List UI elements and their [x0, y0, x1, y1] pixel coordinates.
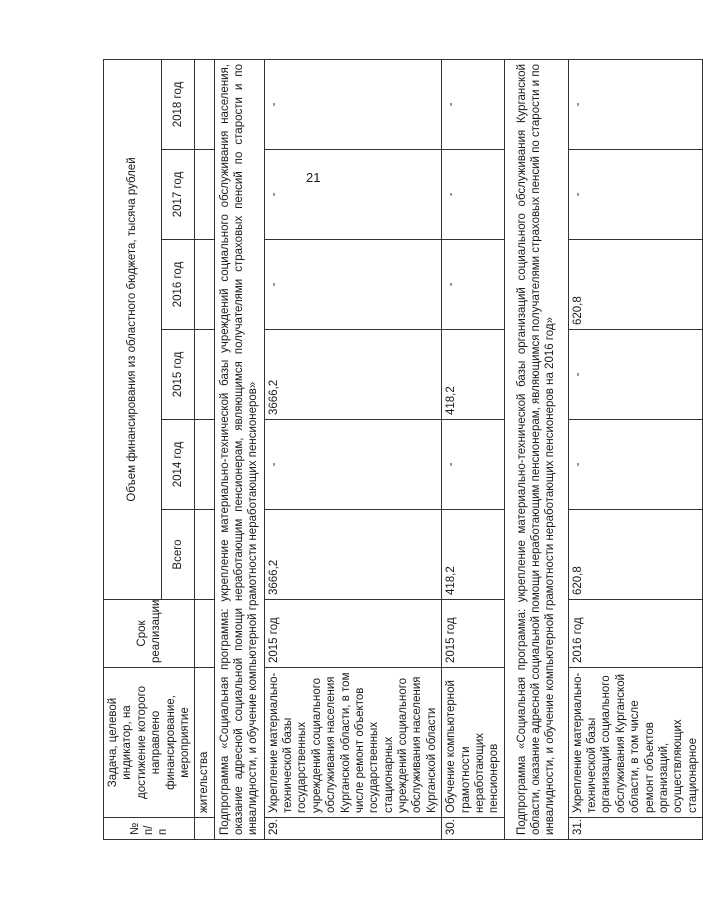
row-31-2017: - — [568, 150, 702, 240]
table-row — [195, 59, 214, 839]
table-row — [568, 59, 702, 839]
table-row — [264, 59, 442, 839]
continuation-task: жительства — [195, 668, 214, 818]
row-29-2016: - — [264, 240, 442, 330]
row-29-num: 29. — [264, 818, 442, 840]
row-31-term: 2016 год — [568, 600, 702, 668]
header-year-2014: 2014 год — [162, 420, 195, 510]
header-year-total: Всего — [162, 510, 195, 600]
funding-table — [103, 59, 703, 840]
row-31-2016: 620,8 — [568, 240, 702, 330]
row-30-task: Обучение компьютерной грамотности неработающих пенсионеров — [442, 668, 505, 818]
header-term: Срок реализации — [104, 600, 195, 668]
header-year-2017: 2017 год — [162, 150, 195, 240]
row-30-2017: - — [442, 150, 505, 240]
row-31-total: 620,8 — [568, 510, 702, 600]
page-number: 21 — [306, 170, 321, 185]
row-29-2018: - — [264, 59, 442, 149]
row-29-2015: 3666,2 — [264, 330, 442, 420]
header-funding: Объем финансирования из областного бюджета, тысяча рублей — [104, 59, 162, 599]
header-task: Задача, целевой индикатор, на достижение которого направлено финансирование, мероприятие — [104, 668, 195, 818]
row-29-total: 3666,2 — [264, 510, 442, 600]
row-31-task: Укрепление материально-технической базы организаций социального обслуживания Курганской области, в том числе ремонт объектов организаций, осуществляющих стационарное — [568, 668, 702, 818]
row-30-num: 30. — [442, 818, 505, 840]
row-30-2015: 418,2 — [442, 330, 505, 420]
row-30-2018: - — [442, 59, 505, 149]
row-29-term: 2015 год — [264, 600, 442, 668]
row-30-total: 418,2 — [442, 510, 505, 600]
row-30-term: 2015 год — [442, 600, 505, 668]
row-31-2015: - — [568, 330, 702, 420]
row-30-2016: - — [442, 240, 505, 330]
header-year-2016: 2016 год — [162, 240, 195, 330]
row-29-2014: - — [264, 420, 442, 510]
row-29-2017: - — [264, 150, 442, 240]
header-num: № п/п — [104, 818, 195, 840]
row-29-task: Укрепление материально-технической базы государственных учреждений социального обслуживания населения Курганской области, в том числе ремонт объектов государственных стационарных учреждений социального обслуживания населения Курганской области — [264, 668, 442, 818]
row-31-num: 31. — [568, 818, 702, 840]
header-year-2018: 2018 год — [162, 59, 195, 149]
rotated-table-wrapper — [103, 60, 699, 840]
row-31-2018: - — [568, 59, 702, 149]
subprogram-1-title: Подпрограмма «Социальная программа: укрепление материально-технической базы учреждений социального обслуживания населения, оказание адресной социальной помощи неработающим пенсионерам, являющимся получателями страховых пенсий по старости и по инвалидности, и обучение компьютерной грамотности неработающих пенсионеров» — [214, 59, 264, 839]
row-30-2014: - — [442, 420, 505, 510]
header-year-2015: 2015 год — [162, 330, 195, 420]
subprogram-2-title: Подпрограмма «Социальная программа: укрепление материально-технической базы организаций социального обслуживания Курганской области, оказание адресной социальной помощи неработающим пенсионерам, являющимся получателями страховых пенсий по старости и по инвалидности, и обучение компьютерной грамотности неработающих пенсионеров на 2016 год» — [504, 59, 568, 839]
row-31-2014: - — [568, 420, 702, 510]
table-row — [442, 59, 505, 839]
